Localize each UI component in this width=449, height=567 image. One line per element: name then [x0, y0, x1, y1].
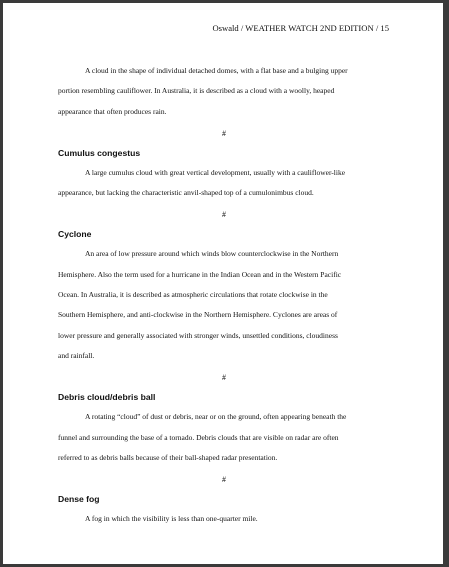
section-separator: # [222, 128, 226, 138]
definition-dense-fog: A fog in which the visibility is less than one-quarter mile. [85, 514, 258, 524]
term-debris-cloud: Debris cloud/debris ball [58, 392, 156, 403]
section-separator: # [222, 210, 226, 220]
section-separator: # [222, 373, 226, 383]
definition-debris-cloud: A rotating “cloud” of dust or debris, near or on the ground, often appearing beneath the funnel and surrounding the base of a tornado. Debris clouds that are visible on radar are often referred to as debris balls because of their ball-shaped radar presentation. [58, 412, 347, 462]
running-header: Oswald / WEATHER WATCH 2ND EDITION / 15 [212, 23, 389, 33]
definition-cumulus: A cloud in the shape of individual detached domes, with a flat base and a bulging upper portion resembling cauliflower. In Australia, it is described as a cloud with a woolly, heaped appearance that often produces rain. [58, 66, 348, 116]
section-separator: # [222, 475, 226, 485]
definition-cumulus-congestus: A large cumulus cloud with great vertical development, usually with a cauliflower-like appearance, but lacking the characteristic anvil-shaped top of a cumulonimbus cloud. [58, 167, 346, 198]
document-page [3, 3, 443, 564]
glossary-body [58, 61, 390, 529]
definition-cyclone: An area of low pressure around which winds blow counterclockwise in the Northern Hemisphere. Also the term used for a hurricane in the Indian Ocean and in the Western Pacific Ocean. In Australia, it is described as atmospheric circulations that rotate clockwise in the Southern Hemisphere, and anti-clockwise in the Northern Hemisphere. Cyclones are areas of lower pressure and generally associated with stronger winds, unsettled conditions, cloudiness and rainfall. [58, 249, 342, 360]
term-dense-fog: Dense fog [58, 494, 100, 505]
term-cumulus-congestus: Cumulus congestus [58, 147, 141, 158]
term-cyclone: Cyclone [58, 229, 92, 240]
